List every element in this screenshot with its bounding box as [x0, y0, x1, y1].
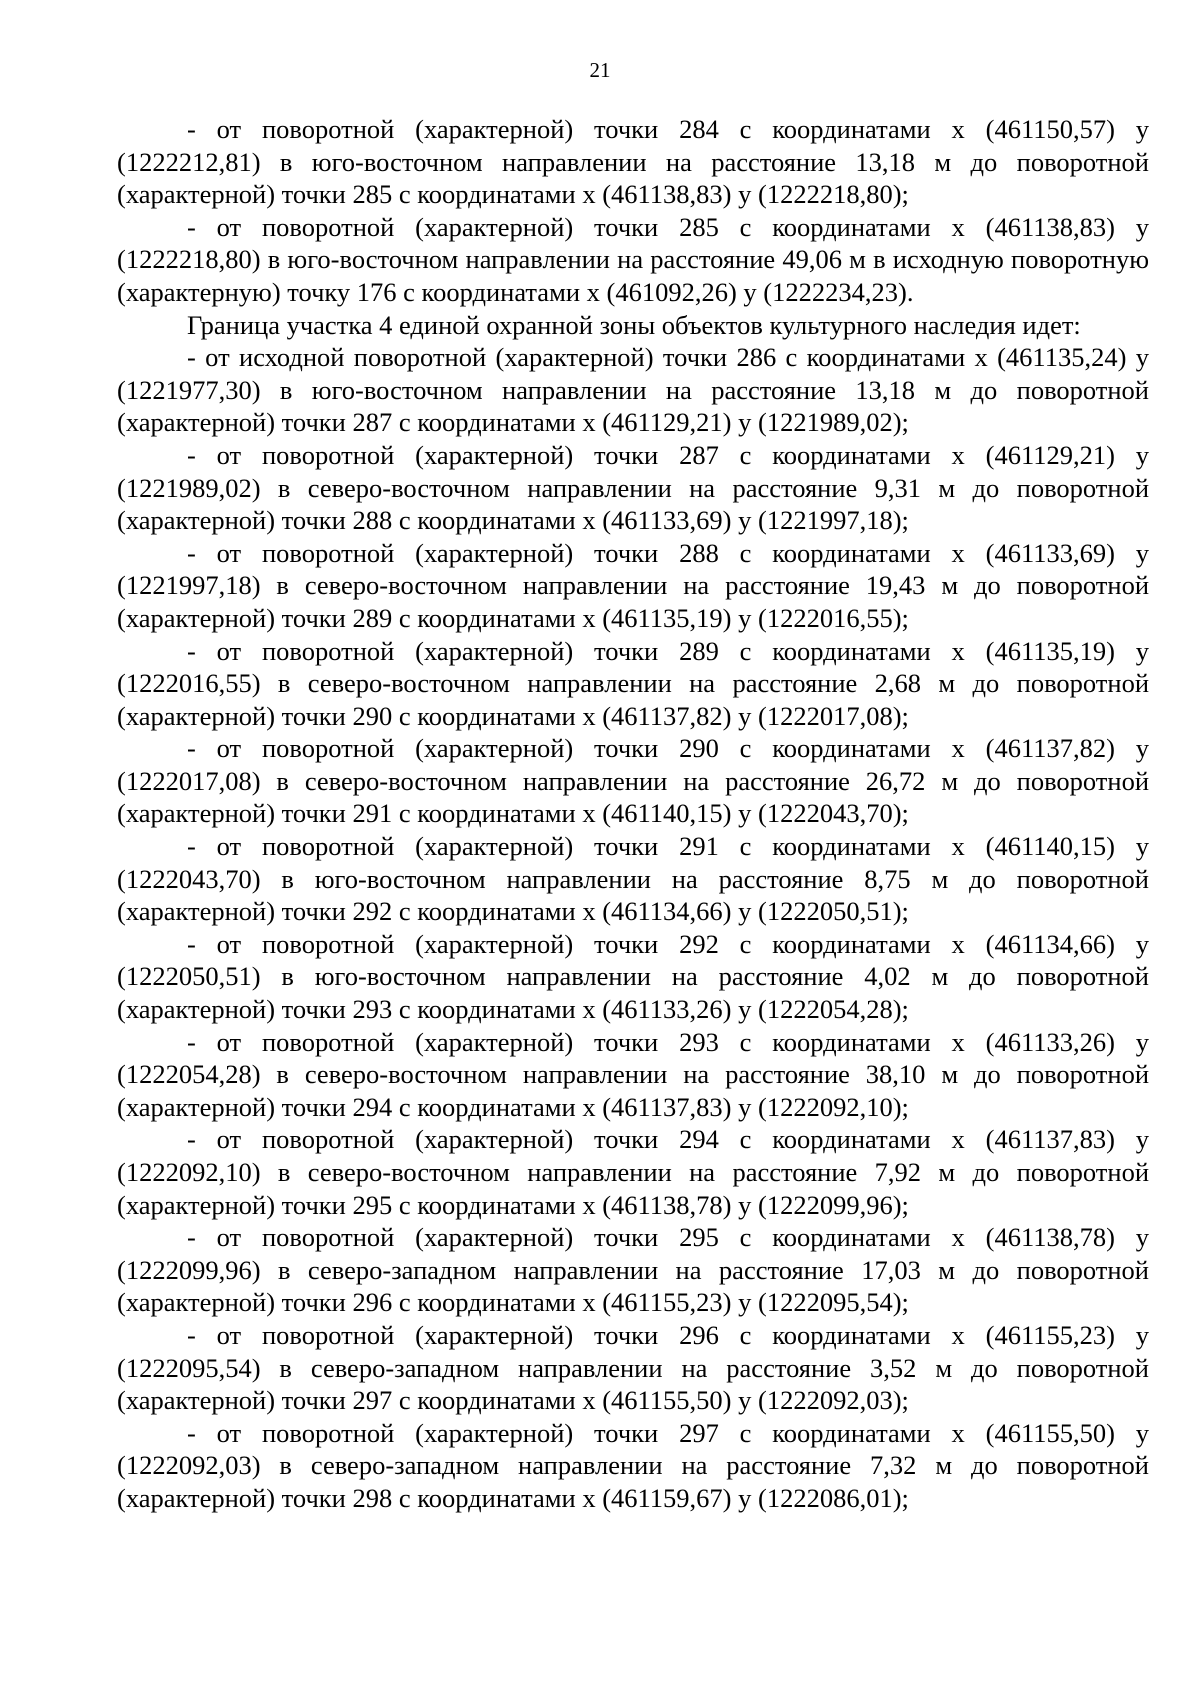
paragraph-section-heading-zone-4: Граница участка 4 единой охранной зоны объектов культурного наследия идет: [187, 309, 1081, 340]
paragraph-boundary-point-295: - от поворотной (характерной) точки 295 с координатами x (461138,78) y (1222099,96) в северо-западном направлении на расстояние 17,03 м до поворотной (характерной) точки 296 с координатами x (461155,23) y (1222095,54); [117, 1222, 1149, 1318]
page-number: 21 [589, 58, 611, 82]
paragraph-boundary-point-285: - от поворотной (характерной) точки 285 с координатами x (461138,83) y (1222218,80) в юго-восточном направлении на расстояние 49,06 м в исходную поворотную (характерную) точку 176 с координатами x (461092,26) y (1222234,23). [117, 211, 1149, 307]
paragraph-boundary-point-293: - от поворотной (характерной) точки 293 с координатами x (461133,26) y (1222054,28) в северо-восточном направлении на расстояние 38,10 м до поворотной (характерной) точки 294 с координатами x (461137,83) y (1222092,10); [117, 1026, 1149, 1122]
paragraph-boundary-point-291: - от поворотной (характерной) точки 291 с координатами x (461140,15) y (1222043,70) в юго-восточном направлении на расстояние 8,75 м до поворотной (характерной) точки 292 с координатами x (461134,66) y (1222050,51); [117, 831, 1149, 927]
paragraph-boundary-point-297: - от поворотной (характерной) точки 297 с координатами x (461155,50) y (1222092,03) в северо-западном направлении на расстояние 7,32 м до поворотной (характерной) точки 298 с координатами x (461159,67) y (1222086,01); [117, 1417, 1149, 1513]
paragraph-boundary-point-290: - от поворотной (характерной) точки 290 с координатами x (461137,82) y (1222017,08) в северо-восточном направлении на расстояние 26,72 м до поворотной (характерной) точки 291 с координатами x (461140,15) y (1222043,70); [117, 733, 1149, 829]
document-body [117, 113, 1149, 1515]
paragraph-boundary-point-286: - от исходной поворотной (характерной) точки 286 с координатами x (461135,24) y (1221977,30) в юго-восточном направлении на расстояние 13,18 м до поворотной (характерной) точки 287 с координатами x (461129,21) y (1221989,02); [117, 342, 1149, 438]
paragraph-boundary-point-289: - от поворотной (характерной) точки 289 с координатами x (461135,19) y (1222016,55) в северо-восточном направлении на расстояние 2,68 м до поворотной (характерной) точки 290 с координатами x (461137,82) y (1222017,08); [117, 635, 1149, 731]
paragraph-boundary-point-288: - от поворотной (характерной) точки 288 с координатами x (461133,69) y (1221997,18) в северо-восточном направлении на расстояние 19,43 м до поворотной (характерной) точки 289 с координатами x (461135,19) y (1222016,55); [117, 537, 1149, 633]
paragraph-boundary-point-287: - от поворотной (характерной) точки 287 с координатами x (461129,21) y (1221989,02) в северо-восточном направлении на расстояние 9,31 м до поворотной (характерной) точки 288 с координатами x (461133,69) y (1221997,18); [117, 439, 1149, 536]
paragraph-boundary-point-284: - от поворотной (характерной) точки 284 с координатами x (461150,57) y (1222212,81) в юго-восточном направлении на расстояние 13,18 м до поворотной (характерной) точки 285 с координатами x (461138,83) y (1222218,80); [117, 114, 1149, 210]
paragraph-boundary-point-294: - от поворотной (характерной) точки 294 с координатами x (461137,83) y (1222092,10) в северо-восточном направлении на расстояние 7,92 м до поворотной (характерной) точки 295 с координатами x (461138,78) y (1222099,96); [117, 1124, 1149, 1220]
paragraph-boundary-point-296: - от поворотной (характерной) точки 296 с координатами x (461155,23) y (1222095,54) в северо-западном направлении на расстояние 3,52 м до поворотной (характерной) точки 297 с координатами x (461155,50) y (1222092,03); [117, 1319, 1149, 1416]
paragraph-boundary-point-292: - от поворотной (характерной) точки 292 с координатами x (461134,66) y (1222050,51) в юго-восточном направлении на расстояние 4,02 м до поворотной (характерной) точки 293 с координатами x (461133,26) y (1222054,28); [117, 928, 1149, 1025]
